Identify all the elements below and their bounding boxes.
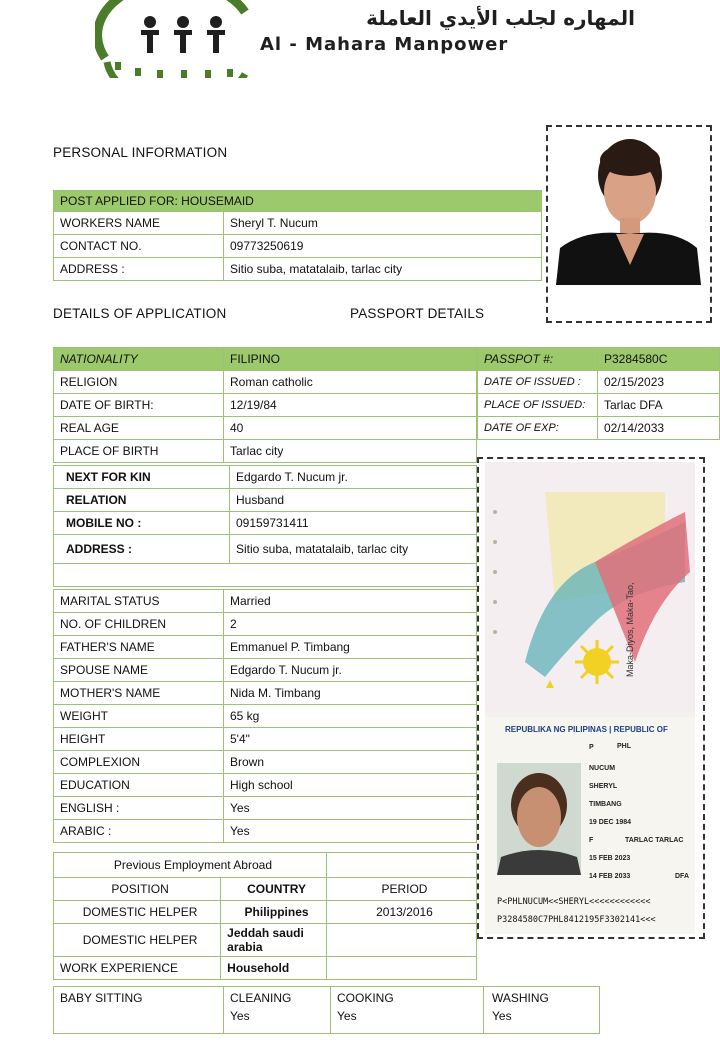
weight-value: 65 kg — [224, 705, 477, 728]
table-row — [54, 440, 477, 463]
country-value: Jeddah saudi arabia — [221, 924, 327, 957]
height-value: 5'4" — [224, 728, 477, 751]
dob-value: 12/19/84 — [224, 394, 477, 417]
maka-diyos-text: Maka-Diyos, Maka-Tao, — [625, 582, 635, 677]
table-row — [54, 590, 477, 613]
workers-name-value: Sheryl T. Nucum — [224, 212, 542, 235]
table-row — [54, 924, 477, 957]
date-exp-value: 02/14/2033 — [598, 417, 720, 440]
marital-status-value: Married — [224, 590, 477, 613]
logo-english-text: Al - Mahara Manpower — [260, 34, 509, 55]
table-row — [54, 682, 477, 705]
period-header: PERIOD — [326, 878, 476, 901]
table-row — [54, 212, 542, 235]
passport-mrz-line-2: P3284580C7PHL8412195F3302141<<< — [497, 915, 656, 925]
passport-issued: 15 FEB 2023 — [589, 855, 631, 862]
complexion-value: Brown — [224, 751, 477, 774]
passport-authority: DFA — [675, 873, 689, 880]
table-row — [54, 371, 477, 394]
table-row — [54, 751, 477, 774]
passport-image — [485, 462, 695, 934]
period-value: 2013/2016 — [326, 901, 476, 924]
company-logo — [95, 0, 640, 80]
complexion-label: COMPLEXION — [54, 751, 224, 774]
passport-middle-name: TIMBANG — [589, 801, 622, 808]
skill-label: CLEANING — [230, 991, 292, 1005]
passport-no-label: PASSPOT #: — [478, 348, 598, 371]
applicant-photo — [556, 130, 701, 285]
skill-label: WASHING — [492, 991, 549, 1005]
passport-details-title: PASSPORT DETAILS — [350, 306, 485, 321]
table-row — [54, 466, 477, 489]
empty-cell — [326, 853, 476, 878]
religion-label: RELIGION — [54, 371, 224, 394]
post-applied-header: POST APPLIED FOR: HOUSEMAID — [54, 191, 542, 212]
table-row — [54, 705, 477, 728]
place-of-birth-label: PLACE OF BIRTH — [54, 440, 224, 463]
position-header: POSITION — [54, 878, 221, 901]
spouse-value: Edgardo T. Nucum jr. — [224, 659, 477, 682]
passport-header: REPUBLIKA NG PILIPINAS | REPUBLIC OF — [505, 725, 668, 734]
next-of-kin-value: Edgardo T. Nucum jr. — [230, 466, 477, 489]
passport-place: TARLAC TARLAC — [625, 837, 684, 844]
table-row — [54, 235, 542, 258]
work-experience-value: Household — [221, 957, 327, 980]
passport-data-page — [485, 717, 695, 934]
table-row — [54, 489, 477, 512]
personal-information-title: PERSONAL INFORMATION — [53, 145, 228, 160]
spacer-row — [54, 564, 477, 587]
kin-table — [53, 465, 477, 587]
address-label: ADDRESS : — [54, 258, 224, 281]
washing-cell — [484, 987, 600, 1034]
country-header: COUNTRY — [221, 878, 327, 901]
date-issued-label: DATE OF ISSUED : — [478, 371, 598, 394]
mother-value: Nida M. Timbang — [224, 682, 477, 705]
religion-value: Roman catholic — [224, 371, 477, 394]
table-row — [478, 394, 720, 417]
contact-no-value: 09773250619 — [224, 235, 542, 258]
mobile-label: MOBILE NO : — [54, 512, 230, 535]
table-row — [54, 728, 477, 751]
table-row — [54, 613, 477, 636]
passport-surname: NUCUM — [589, 765, 616, 772]
skill-value: Yes — [230, 1009, 250, 1023]
passport-code: PHL — [617, 743, 631, 750]
cooking-cell — [331, 987, 484, 1034]
place-issued-value: Tarlac DFA — [598, 394, 720, 417]
education-label: EDUCATION — [54, 774, 224, 797]
passport-given-name: SHERYL — [589, 783, 618, 790]
mother-label: MOTHER'S NAME — [54, 682, 224, 705]
application-table — [53, 347, 477, 463]
skills-table — [53, 986, 600, 1034]
table-row — [54, 957, 477, 980]
date-exp-label: DATE OF EXP: — [478, 417, 598, 440]
table-row — [54, 417, 477, 440]
more-details-table — [53, 589, 477, 843]
relation-label: RELATION — [54, 489, 230, 512]
father-value: Emmanuel P. Timbang — [224, 636, 477, 659]
gear-logo-icon — [95, 0, 260, 78]
employment-table — [53, 852, 477, 980]
english-label: ENGLISH : — [54, 797, 224, 820]
cleaning-cell — [224, 987, 331, 1034]
date-issued-value: 02/15/2023 — [598, 371, 720, 394]
passport-photo — [497, 763, 581, 875]
table-row — [54, 774, 477, 797]
table-row — [54, 394, 477, 417]
children-value: 2 — [224, 613, 477, 636]
relation-value: Husband — [230, 489, 477, 512]
english-value: Yes — [224, 797, 477, 820]
table-row — [54, 797, 477, 820]
position-value: DOMESTIC HELPER — [54, 924, 221, 957]
arabic-value: Yes — [224, 820, 477, 843]
spouse-label: SPOUSE NAME — [54, 659, 224, 682]
skill-label: COOKING — [337, 991, 394, 1005]
skill-value: Yes — [492, 1009, 512, 1023]
dob-label: DATE OF BIRTH: — [54, 394, 224, 417]
skill-label: BABY SITTING — [60, 991, 143, 1005]
nationality-value: FILIPINO — [224, 348, 477, 371]
baby-sitting-label — [54, 987, 224, 1034]
logo-arabic-text: المهاره لجلب الأيدي العاملة — [366, 6, 635, 30]
table-row — [54, 820, 477, 843]
mobile-value: 09159731411 — [230, 512, 477, 535]
employment-title: Previous Employment Abroad — [54, 853, 327, 878]
age-value: 40 — [224, 417, 477, 440]
kin-address-label: ADDRESS : — [54, 535, 230, 564]
passport-mrz-line-1: P<PHLNUCUM<<SHERYL<<<<<<<<<<<< — [497, 897, 651, 907]
position-value: DOMESTIC HELPER — [54, 901, 221, 924]
table-row — [54, 512, 477, 535]
passport-dob: 19 DEC 1984 — [589, 819, 632, 826]
table-row — [54, 659, 477, 682]
weight-label: WEIGHT — [54, 705, 224, 728]
passport-expiry: 14 FEB 2033 — [589, 873, 631, 880]
table-row — [478, 417, 720, 440]
passport-visa-page-art — [485, 462, 695, 712]
arabic-label: ARABIC : — [54, 820, 224, 843]
father-label: FATHER'S NAME — [54, 636, 224, 659]
personal-table — [53, 190, 542, 281]
place-of-birth-value: Tarlac city — [224, 440, 477, 463]
work-experience-label: WORK EXPERIENCE — [54, 957, 221, 980]
marital-status-label: MARITAL STATUS — [54, 590, 224, 613]
height-label: HEIGHT — [54, 728, 224, 751]
nationality-label: NATIONALITY — [54, 348, 224, 371]
next-of-kin-label: NEXT FOR KIN — [54, 466, 230, 489]
table-row — [54, 535, 477, 564]
table-row — [54, 901, 477, 924]
workers-name-label: WORKERS NAME — [54, 212, 224, 235]
period-value — [326, 924, 476, 957]
details-of-application-title: DETAILS OF APPLICATION — [53, 306, 227, 321]
contact-no-label: CONTACT NO. — [54, 235, 224, 258]
passport-sex: F — [589, 837, 594, 844]
address-value: Sitio suba, matatalaib, tarlac city — [224, 258, 542, 281]
table-row — [54, 636, 477, 659]
passport-no-value: P3284580C — [598, 348, 720, 371]
education-value: High school — [224, 774, 477, 797]
skill-value: Yes — [337, 1009, 357, 1023]
passport-table — [477, 347, 720, 440]
passport-type: P — [589, 744, 594, 751]
table-row — [54, 258, 542, 281]
empty-cell — [326, 957, 476, 980]
place-issued-label: PLACE OF ISSUED: — [478, 394, 598, 417]
children-label: NO. OF CHILDREN — [54, 613, 224, 636]
country-value: Philippines — [221, 901, 327, 924]
kin-address-value: Sitio suba, matatalaib, tarlac city — [230, 535, 477, 564]
table-row — [478, 371, 720, 394]
age-label: REAL AGE — [54, 417, 224, 440]
